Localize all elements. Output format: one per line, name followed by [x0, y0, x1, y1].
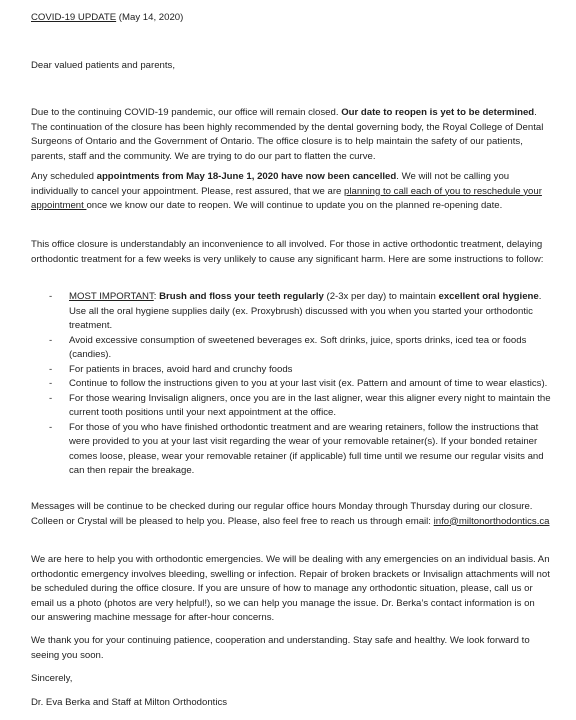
list-dash: -	[49, 421, 53, 433]
cancelled-emphasis: appointments from May 18-June 1, 2020 have now been cancelled	[96, 171, 397, 182]
list-item	[31, 392, 551, 421]
list-text: (2-3x per day) to maintain	[323, 291, 439, 302]
closure-text-2: . The continuation of the closure has been highly recommended by the dental governing body, the Royal College of Dental Surgeons of Ontario and the Government of Ontario. The office closure is to help maintain the safety of our patients, parents, staff and the community. We are trying to do our part to flatten the curve.	[31, 107, 544, 162]
oral-hygiene-emphasis: excellent oral hygiene	[438, 291, 539, 302]
closing: Sincerely,	[31, 673, 73, 684]
appointments-text-3: once we know our date to reopen. We will continue to update you on the planned re-opening date.	[86, 200, 503, 211]
messages-text: Messages will be continue to be checked during our regular office hours Monday through Thursday during our closure. Colleen or Crystal will be pleased to help you. Please, also feel free to reach us through email:	[31, 501, 533, 527]
appointments-text-2: . We will not be calling you individually to cancel your appointment. Please, rest assured, that we are	[31, 171, 510, 197]
list-text: Continue to follow the instructions given to you at your last visit (ex. Pattern and amount of time to wear elastics).	[69, 378, 548, 389]
list-dash: -	[49, 334, 53, 346]
instructions-list	[31, 290, 551, 479]
list-dash: -	[49, 363, 53, 375]
reopen-date-emphasis: Our date to reopen is yet to be determined	[341, 107, 535, 118]
most-important-label: MOST IMPORTANT	[69, 291, 154, 302]
list-item	[31, 421, 551, 479]
email-link[interactable]: info@miltonorthodontics.ca	[433, 515, 550, 527]
list-text: For those wearing Invisalign aligners, once you are in the last aligner, wear this aligner every night to maintain the current tooth positions until your next appointment at the office.	[69, 392, 551, 418]
list-text: :	[153, 291, 160, 302]
signature: Dr. Eva Berka and Staff at Milton Orthodontics	[31, 697, 228, 708]
paragraph-emergencies: We are here to help you with orthodontic emergencies. We will be dealing with any emergencies on an individual basis. An orthodontic emergency involves bleeding, swelling or infection. Repair of broken brackets or Invisalign attachments will not be scheduled during the office closure. If you are unsure of how to manage any orthodontic situation, please, call us or email us a photo (photos are very helpful!), so we can help you manage the issue. Dr. Berka’s contact information is on our answering machine message for after-hour concerns.	[31, 554, 550, 623]
brush-floss-emphasis: Brush and floss your teeth regularly	[159, 291, 324, 302]
update-date: (May 14, 2020)	[116, 12, 184, 23]
list-item	[31, 334, 551, 363]
letter-header	[31, 11, 551, 26]
list-item	[31, 290, 551, 334]
paragraph-thanks: We thank you for your continuing patience, cooperation and understanding. Stay safe and healthy. We look forward to seeing you soon.	[31, 635, 530, 661]
list-item	[31, 363, 551, 378]
update-title: COVID-19 UPDATE	[31, 12, 117, 23]
paragraph-inconvenience: This office closure is understandably an inconvenience to all involved. For those in active orthodontic treatment, delaying orthodontic treatment for a few weeks is very unlikely to cause any significant harm. Here are some instructions to follow:	[31, 239, 544, 265]
paragraph-messages	[31, 500, 551, 529]
paragraph-closure	[31, 106, 551, 164]
list-dash: -	[49, 392, 53, 404]
list-text: . Use all the oral hygiene supplies daily (ex. Proxybrush) discussed with you when you started your orthodontic treatment.	[69, 291, 542, 331]
paragraph-appointments	[31, 170, 551, 214]
list-dash: -	[49, 378, 53, 389]
appointments-text-1: Any scheduled	[31, 171, 97, 182]
list-text: For those of you who have finished orthodontic treatment and are wearing retainers, follow the instructions that were provided to you at your last visit regarding the wear of your removable retainer(s). If your bonded retainer comes loose, please, wear your removable retainer (if applicable) full time until we resume our regular visits and can then repair the breakage.	[69, 421, 544, 476]
list-text: For patients in braces, avoid hard and crunchy foods	[69, 363, 293, 375]
list-item	[31, 377, 551, 392]
list-dash: -	[49, 291, 53, 302]
closure-text-1: Due to the continuing COVID-19 pandemic, our office will remain closed.	[31, 107, 342, 118]
reschedule-emphasis: planning to call each of you to reschedule your appointment	[31, 185, 542, 211]
list-text: Avoid excessive consumption of sweetened beverages ex. Soft drinks, juice, sports drinks, iced tea or foods (candies).	[69, 334, 527, 360]
greeting: Dear valued patients and parents,	[31, 60, 175, 71]
